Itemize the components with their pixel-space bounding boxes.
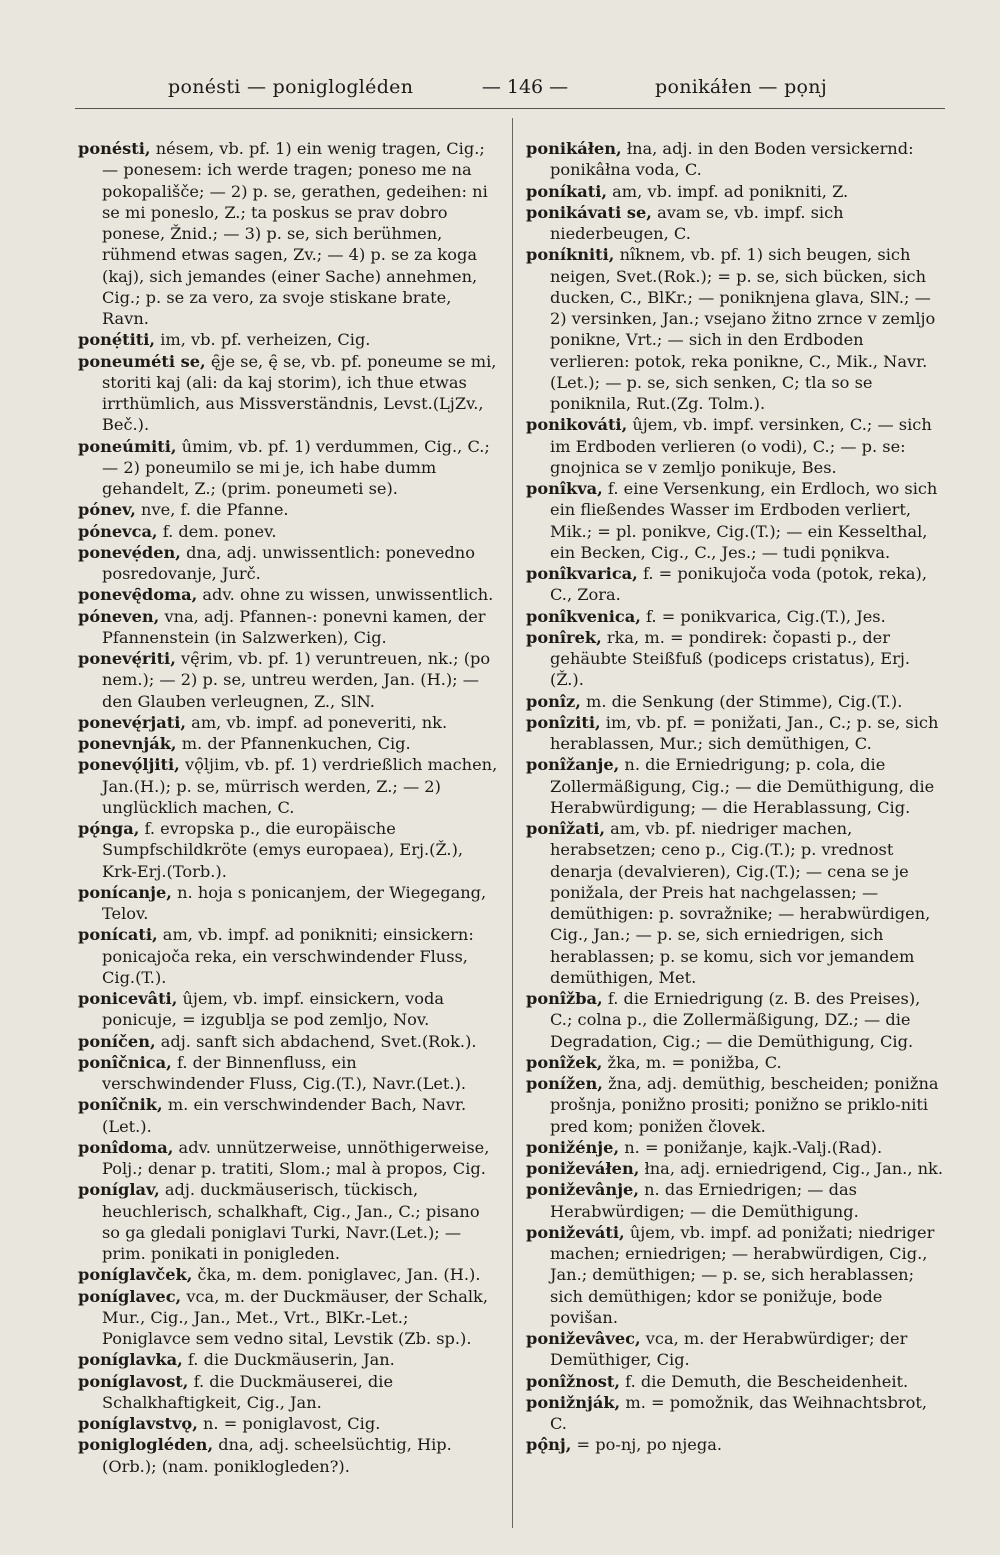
dictionary-entry [78,138,502,329]
entry-headword: pónev, [78,500,136,520]
dictionary-entry [78,988,502,1031]
dictionary-entry [526,138,946,181]
entry-definition: łna, adj. erniedrigend, Cig., Jan., nk. [639,1159,943,1178]
dictionary-entry [526,754,946,818]
dictionary-entry [78,924,502,988]
entry-headword: ponikávati se, [526,202,652,222]
entry-headword: poníkniti, [526,245,615,265]
entry-headword: ponevnják, [78,734,177,753]
entry-definition: ûjem, vb. impf. versinken, C.; — sich im Erdboden verlieren (o vodi), C.; — p. se: gnojnica se v zemljo ponikuje, Bes. [550,415,932,477]
entry-headword: poneuméti se, [78,351,206,371]
entry-headword: ponícati, [78,925,158,945]
dictionary-entry [526,627,946,691]
entry-headword: poníglavka, [78,1350,183,1370]
entry-headword: ponîkvarica, [526,564,638,583]
entry-headword: póneven, [78,606,160,626]
entry-headword: ponîrek, [526,627,602,647]
entry-definition: rka, m. = pondirek: čopasti p., der gehäubte Steißfuß (podiceps cristatus), Erj. (Ž.). [550,627,911,690]
entry-definition: f. die Demuth, die Bescheidenheit. [620,1371,909,1391]
entry-definition: ûjem, vb. impf. einsickern, voda ponicuje, = izgublja se pod zemljo, Nov. [102,989,445,1030]
entry-headword: ponîz, [526,691,581,711]
entry-definition: adj. duckmäuserisch, tückisch, heuchlerisch, schalkhaft, Cig., Jan., C.; pisano so ga gledali poniglavi Turki, Navr.(Let.); — prim. ponikati in ponigleden. [102,1180,480,1263]
dictionary-entry [526,1434,946,1455]
left-column [78,138,502,1477]
dictionary-entry [526,181,946,202]
entry-definition: ę̑je se, ę̑ se, vb. pf. poneume se mi, storiti kaj (ali: da kaj storim), ich thue etwas irrthümlich, aus Missverständnis, Levst.(LjZv., Beč.). [102,351,497,435]
dictionary-entry [78,329,502,350]
dictionary-entry [526,1179,946,1222]
entry-headword: ponîdoma, [78,1137,174,1157]
dictionary-entry [526,1222,946,1328]
page-number: — 146 — [481,76,569,98]
entry-headword: poniževáti, [526,1222,625,1242]
entry-definition: ûmim, vb. pf. 1) verdummen, Cig., C.; — 2) poneumilo se mi je, ich habe dumm gehandelt, Z.; (prim. poneumeti se). [102,436,490,498]
entry-definition: žka, m. = ponižba, C. [602,1052,782,1072]
dictionary-entry [526,202,946,245]
dictionary-entry [78,1264,502,1285]
entry-definition: m. = pomožnik, das Weihnachtsbrot, C. [550,1392,927,1433]
running-header [0,76,1000,104]
entry-headword: ponicevâti, [78,989,178,1008]
entry-definition: f. evropska p., die europäische Sumpfschildkröte (emys europaea), Erj.(Ž.), Krk-Erj.(Torb.). [102,819,464,881]
entry-definition: am, vb. impf. ad ponikniti; einsickern: ponicajoča reka, ein verschwindender Fluss, Cig.(T.). [102,925,474,987]
header-rule [75,108,945,109]
entry-definition: n. hoja s ponicanjem, der Wiegegang, Telov. [102,882,487,923]
entry-definition: am, vb. impf. ad poneveriti, nk. [186,712,448,732]
entry-headword: poníglav, [78,1180,160,1200]
dictionary-entry [78,1094,502,1137]
dictionary-entry [78,818,502,882]
entry-definition: am, vb. impf. ad ponikniti, Z. [607,181,849,201]
entry-headword: ponevǫ́ljiti, [78,755,180,775]
dictionary-entry [78,1286,502,1350]
entry-definition: vca, m. der Duckmäuser, der Schalk, Mur., Cig., Jan., Met., Vrt., BlKr.-Let.; Poniglavce sem vedno sital, Levstik (Zb. sp.). [102,1286,488,1348]
dictionary-entry [526,1392,946,1435]
entry-headword: poníglavček, [78,1265,193,1285]
entry-definition: nı̂knem, vb. pf. 1) sich beugen, sich neigen, Svet.(Rok.); = p. se, sich bücken, sich ducken, C., BlKr.; — poniknjena glava, SlN.; — 2) versinken, Jan.; vsejano žitno zrnce v zemljo ponikne, Vrt.; — sich in den Erdboden verlieren: potok, reka ponikne, C., Mik., Navr.(Let.); — p. se, sich senken, C; tla so se poniknila, Rut.(Zg. Tolm.). [550,245,936,413]
dictionary-entry [78,1052,502,1095]
entry-headword: poniževânje, [526,1180,639,1200]
entry-definition: žna, adj. demüthig, bescheiden; ponižna prošnja, ponižno prositi; ponižno se priklo-niti pred kom; ponižen človek. [550,1074,939,1136]
entry-headword: ponižnják, [526,1392,621,1412]
dictionary-entry [78,542,502,585]
entry-definition: f. der Binnenfluss, ein verschwindender Fluss, Cig.(T.), Navr.(Let.). [102,1052,467,1093]
dictionary-entry [78,1371,502,1414]
entry-headword: ponevę̑doma, [78,585,198,605]
dictionary-entry [526,414,946,478]
column-divider [512,118,513,1528]
entry-headword: ponížen, [526,1074,603,1093]
entry-definition: vę̑rim, vb. pf. 1) veruntreuen, nk.; (po nem.); — 2) p. se, untreu werden, Jan. (H.); — den Glauben verleugnen, Z., SlN. [102,649,491,711]
dictionary-entry [78,499,502,520]
dictionary-entry [526,1137,946,1158]
header-right-guide: ponikáłen — pọnj [655,76,828,98]
dictionary-entry [526,988,946,1052]
entry-headword: poneúmiti, [78,436,177,456]
entry-headword: ponevẹ́den, [78,542,181,562]
entry-definition: m. der Pfannenkuchen, Cig. [176,734,411,753]
dictionary-entry [526,818,946,988]
dictionary-entry [78,584,502,605]
dictionary-entry [78,436,502,500]
entry-definition: n. = poniglavost, Cig. [197,1414,381,1433]
entry-headword: ponikáłen, [526,139,622,158]
entry-headword: ponîziti, [526,712,601,732]
entry-definition: avam se, vb. impf. sich niederbeugen, C. [550,202,844,243]
entry-headword: poníglavost, [78,1371,189,1391]
dictionary-entry [78,712,502,733]
entry-definition: adv. unnützerweise, unnöthigerweise, Polj.; denar p. tratiti, Slom.; mal à propos, Cig. [102,1137,490,1178]
entry-definition: adj. sanft sich abdachend, Svet.(Rok.). [155,1031,477,1051]
dictionary-entry [78,733,502,754]
right-column [526,138,946,1456]
entry-definition: am, vb. pf. niedriger machen, herabsetzen; ceno p., Cig.(T.); p. vrednost denarja (devalvieren), Cig.(T.); — cena se je ponižala, der Preis hat nachgelassen; — demüthigen: p. sovražnike; — herabwürdigen, Cig., Jan.; — p. se, sich erniedrigen, sich herablassen; p. se komu, sich vor jemandem demüthigen, Met. [550,819,931,987]
entry-definition: f. = ponikvarica, Cig.(T.), Jes. [640,606,886,626]
entry-definition: im, vb. pf. verheizen, Cig. [155,330,371,350]
entry-definition: m. ein verschwindender Bach, Navr. (Let.). [102,1095,467,1136]
dictionary-entry [526,1158,946,1179]
dictionary-entry [526,1328,946,1371]
entry-headword: poniževâvec, [526,1329,641,1348]
entry-definition: im, vb. pf. = ponižati, Jan., C.; p. se, sich herablassen, Mur.; sich demüthigen, C. [550,712,939,753]
entry-headword: ponîžati, [526,819,605,838]
dictionary-entry [78,1434,502,1477]
dictionary-entry [78,1031,502,1052]
entry-definition: dna, adj. unwissentlich: ponevedno posredovanje, Jurč. [102,542,475,583]
dictionary-entry [526,563,946,606]
entry-definition: f. die Duckmäuserei, die Schalkhaftigkeit, Cig., Jan. [102,1371,394,1412]
dictionary-entry [78,882,502,925]
dictionary-entry [78,521,502,542]
entry-definition: nve, f. die Pfanne. [135,500,289,520]
entry-definition: vna, adj. Pfannen-: ponevni kamen, der Pfannenstein (in Salzwerken), Cig. [102,606,486,647]
entry-headword: ponẹ́titi, [78,330,156,350]
entry-headword: ponevę́rjati, [78,712,187,732]
entry-headword: ponícanje, [78,882,172,902]
entry-definition: vca, m. der Herabwürdiger; der Demüthiger, Cig. [550,1329,908,1370]
entry-definition: f. die Duckmäuserin, Jan. [182,1350,395,1370]
dictionary-entry [78,648,502,712]
entry-headword: poniglogléden, [78,1435,214,1455]
entry-definition: f. eine Versenkung, ein Erdloch, wo sich ein fließendes Wasser im Erdboden verliert, Mik.; = pl. ponikve, Cig.(T.); — ein Kesselthal, ein Becken, Cig., C., Jes.; — tudi pǫnikva. [550,479,938,562]
dictionary-entry [526,1073,946,1137]
dictionary-entry [78,1179,502,1264]
header-left-guide: ponésti — poniglogléden [168,76,414,98]
entry-definition: dna, adj. scheelsüchtig, Hip. (Orb.); (nam. poniklogleden?). [102,1435,452,1476]
entry-headword: poníglavstvǫ, [78,1414,198,1433]
dictionary-entry [526,606,946,627]
entry-definition: čka, m. dem. poniglavec, Jan. (H.). [192,1265,481,1285]
entry-definition: ûjem, vb. impf. ad ponižati; niedriger machen; erniedrigen; — herabwürdigen, Cig., Jan.; demüthigen; — p. se, sich herablassen; sich demüthigen; kdor se ponižuje, bode povišan. [550,1222,935,1327]
entry-headword: poníčen, [78,1031,156,1051]
entry-definition: n. = ponižanje, kajk.-Valj.(Rad). [619,1137,883,1157]
dictionary-entry [526,1371,946,1392]
entry-headword: ponı̂čnica, [78,1052,172,1072]
entry-definition: łna, adj. in den Boden versickernd: ponikâłna voda, C. [550,139,914,180]
entry-headword: poniževáłen, [526,1159,640,1178]
entry-headword: ponîžnost, [526,1371,621,1391]
dictionary-entry [78,1413,502,1434]
dictionary-entry [78,351,502,436]
entry-headword: ponikováti, [526,415,628,435]
entry-headword: poníkati, [526,181,608,201]
dictionary-entry [526,478,946,563]
dictionary-entry [526,691,946,712]
dictionary-entry [526,1052,946,1073]
entry-headword: pǫ̂nj, [526,1435,572,1455]
entry-definition: f. = ponikujoča voda (potok, reka), C., Zora. [550,564,928,605]
dictionary-entry [78,754,502,818]
entry-definition: n. die Erniedrigung; p. cola, die Zollermäßigung, Cig.; — die Demüthigung, die Herabwürdigung; — die Herablassung, Cig. [550,755,935,817]
entry-headword: ponîžek, [526,1052,603,1072]
entry-definition: m. die Senkung (der Stimme), Cig.(T.). [580,691,903,711]
entry-headword: ponevę́riti, [78,649,176,668]
dictionary-entry [78,1349,502,1370]
dictionary-entry [526,712,946,755]
entry-headword: ponésti, [78,139,151,158]
dictionary-entry [526,244,946,414]
entry-definition: nésem, vb. pf. 1) ein wenig tragen, Cig.; — ponesem: ich werde tragen; poneso me na pokopališče; — 2) p. se, gerathen, gedeihen: ni se mi poneslo, Z.; ta poskus se prav dobro ponese, Žnid.; — 3) p. se, sich berühmen, rühmend etwas sagen, Zv.; — 4) p. se za koga (kaj), sich jemandes (einer Sache) annehmen, Cig.; p. se za vero, za svoje stiskane brate, Ravn. [102,139,488,328]
entry-definition: n. das Erniedrigen; — das Herabwürdigen; — die Demüthigung. [550,1180,859,1221]
entry-headword: ponîžba, [526,989,603,1008]
entry-definition: f. die Erniedrigung (z. B. des Preises), C.; colna p., die Zollermäßigung, DZ.; — die Degradation, Cig.; — die Demüthigung, Cig. [550,989,921,1051]
entry-headword: pǫ́nga, [78,819,140,838]
entry-headword: ponîžanje, [526,755,620,775]
entry-headword: pónevca, [78,521,158,541]
entry-headword: poníglavec, [78,1286,182,1306]
entry-definition: f. dem. ponev. [157,521,277,541]
entry-definition: adv. ohne zu wissen, unwissentlich. [197,585,494,605]
entry-definition: vǫ̑ljim, vb. pf. 1) verdrießlich machen, Jan.(H.); p. se, mürrisch werden, Z.; — 2) unglücklich machen, C. [102,755,498,817]
entry-headword: ponı̂čnik, [78,1095,163,1115]
entry-headword: ponîkva, [526,479,603,498]
entry-headword: ponižénje, [526,1137,620,1157]
dictionary-entry [78,1137,502,1180]
dictionary-entry [78,606,502,649]
entry-headword: ponîkvenica, [526,606,641,626]
entry-definition: = po-nj, po njega. [571,1435,722,1455]
